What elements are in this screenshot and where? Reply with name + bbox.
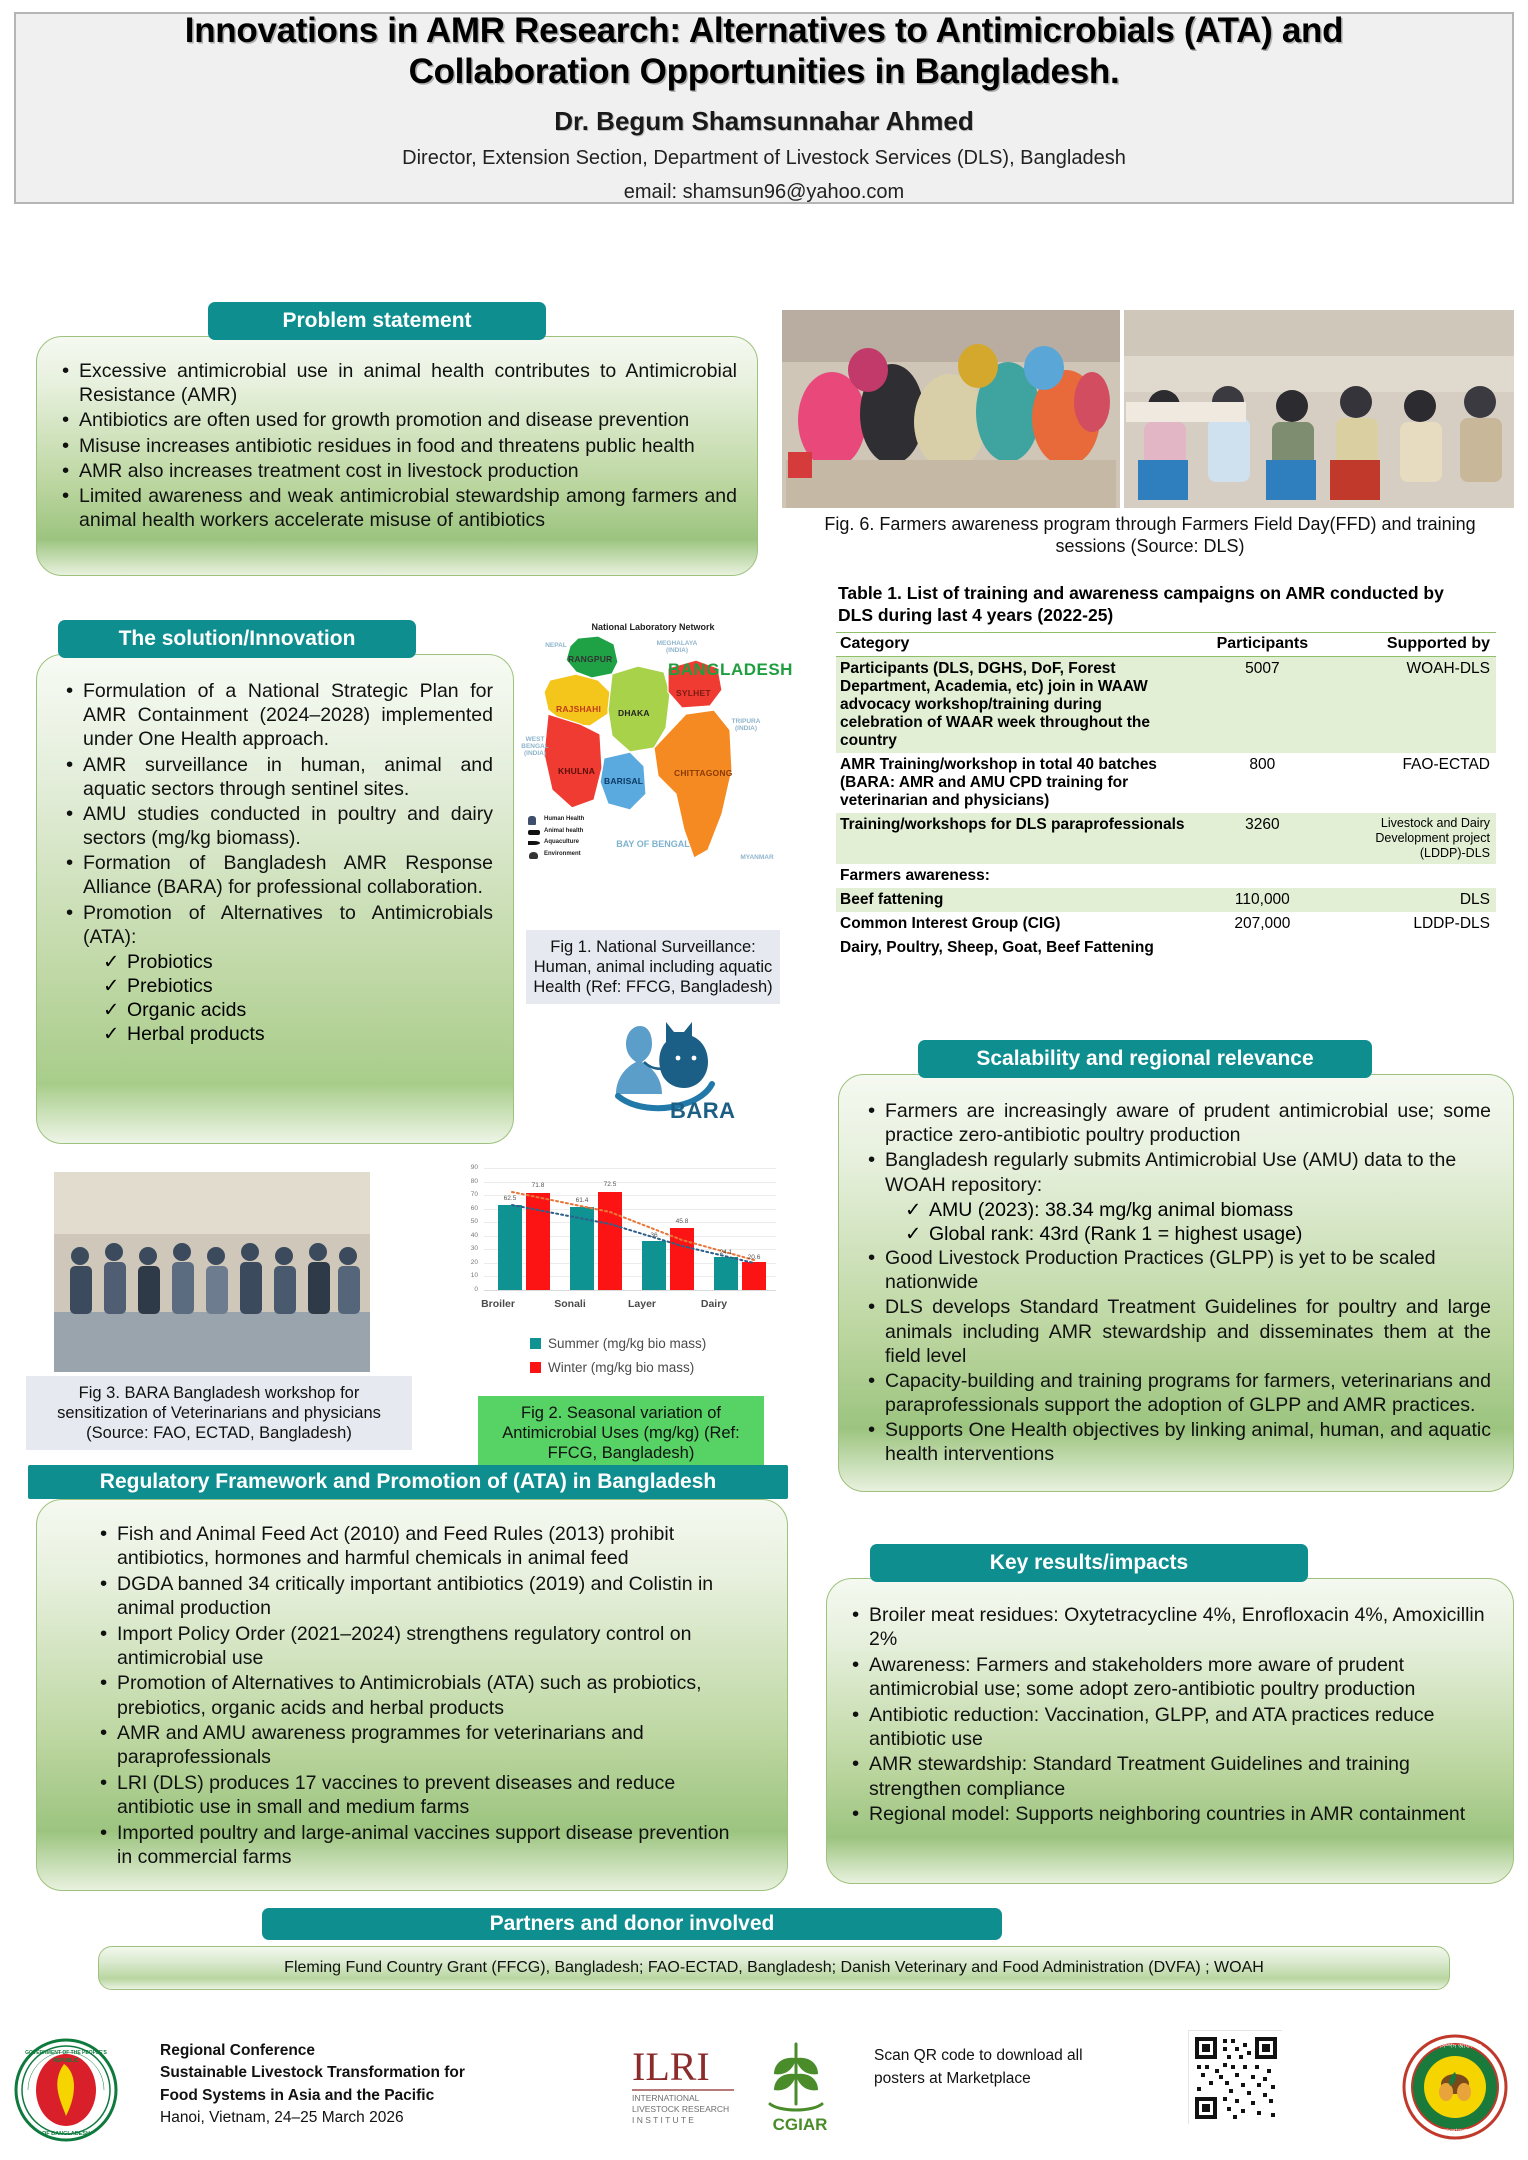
qr-code[interactable] <box>1188 2030 1282 2124</box>
regulatory-card <box>36 1499 788 1891</box>
list-item: • Import Policy Order (2021–2024) strengthens regulatory control on antimicrobial use <box>95 1622 747 1671</box>
list-item: • Regional model: Supports neighboring countries in AMR containment <box>847 1802 1491 1826</box>
map-division-chittagong: CHITTAGONG <box>674 768 733 778</box>
section-header-partners <box>262 1908 1002 1940</box>
list-item: • Antibiotics are often used for growth promotion and disease prevention <box>57 408 737 432</box>
y-axis-tick: 0 <box>474 1286 478 1293</box>
fig2-caption: Fig 2. Seasonal variation of Antimicrobial Uses (mg/kg) (Ref: FFCG, Bangladesh) <box>478 1396 764 1470</box>
fig2-chart <box>458 1162 784 1330</box>
svg-text:প্রাণিসম্পদ অধিদপ্তর: প্রাণিসম্পদ অধিদপ্তর <box>1428 2043 1482 2050</box>
x-axis-label-layer: Layer <box>627 1298 657 1310</box>
problem-statement-card <box>36 336 758 576</box>
y-axis-tick: 30 <box>470 1245 478 1253</box>
section-header-problem-statement <box>208 302 546 340</box>
author-email: email: shamsun96@yahoo.com <box>623 180 905 203</box>
legend-item-environment: Environment <box>528 851 584 859</box>
list-item: ✓ Herbal products <box>101 1022 493 1046</box>
cell-category: Training/workshops for DLS paraprofessionals <box>836 813 1193 864</box>
bar-label-sonali-summer: 61.4 <box>575 1197 589 1204</box>
problem-heading-label: Problem statement <box>282 308 472 332</box>
cell-support: WOAH-DLS <box>1334 657 1496 754</box>
list-item: • AMR stewardship: Standard Treatment Guidelines and training strengthen compliance <box>847 1752 1491 1801</box>
map-title-label: National Laboratory Network <box>591 622 715 632</box>
cell-support: DLS <box>1334 888 1496 912</box>
cell-support: FAO-ECTAD <box>1402 756 1490 773</box>
legend-swatch-winter <box>530 1362 541 1373</box>
table-row <box>836 657 1496 754</box>
y-axis-tick: 10 <box>470 1272 478 1280</box>
list-item: • Promotion of Alternatives to Antimicrobials (ATA): <box>61 901 493 949</box>
list-item: • Fish and Animal Feed Act (2010) and Feed Rules (2013) prohibit antibiotics, hormones and harmful chemicals in animal feed <box>95 1522 747 1571</box>
table-row <box>836 813 1496 864</box>
section-header-regulatory <box>28 1465 788 1499</box>
legend-item-human-health: Human Health <box>528 816 584 824</box>
list-item: • Limited awareness and weak antimicrobial stewardship among farmers and animal health workers accelerate misuse of antibiotics <box>57 484 737 532</box>
fig1-bangladesh-map <box>518 618 793 918</box>
cell-support <box>1334 936 1496 960</box>
fig6-right-svg <box>1124 310 1514 508</box>
bar-label-dairy-summer: 24.1 <box>719 1249 733 1256</box>
partners-bar <box>98 1946 1450 1990</box>
list-item: ✓ AMU (2023): 38.34 mg/kg animal biomass <box>903 1198 1491 1222</box>
list-item: • Formation of Bangladesh AMR Response Alliance (BARA) for professional collaboration. <box>61 851 493 899</box>
scalability-check-list <box>903 1198 1491 1246</box>
legend-item-animal-health: Animal health <box>528 828 584 836</box>
legend-label-winter: Winter (mg/kg bio mass) <box>548 1360 695 1375</box>
map-division-dhaka: DHAKA <box>618 708 650 718</box>
plant-icon <box>529 852 538 859</box>
qr-instruction-text <box>874 2044 1134 2091</box>
conference-line3: Food Systems in Asia and the Pacific <box>160 2086 435 2104</box>
list-item: • LRI (DLS) produces 17 vaccines to prevent diseases and reduce antibiotic use in small and medium farms <box>95 1771 747 1820</box>
regulatory-bullet-list <box>95 1522 747 1869</box>
ilri-logo-svg <box>628 2038 748 2134</box>
svg-text:CGIAR: CGIAR <box>772 2115 828 2134</box>
column-header-participants: Participants <box>1193 633 1334 657</box>
conference-line2: Sustainable Livestock Transformation for <box>160 2064 465 2082</box>
chart-legend-winter <box>530 1360 694 1375</box>
list-item: • Supports One Health objectives by linking animal, human, and aquatic health interventions <box>863 1418 1491 1466</box>
list-item: • Bangladesh regularly submits Antimicrobial Use (AMU) data to the WOAH repository: <box>863 1148 1491 1196</box>
dls-seal-svg <box>1402 2034 1508 2140</box>
map-division-khulna: KHULNA <box>558 766 596 776</box>
govt-seal-svg <box>14 2038 118 2142</box>
scalability-bullet-list-2 <box>863 1246 1491 1467</box>
table-header-row <box>836 633 1496 657</box>
bar-label-broiler-winter: 71.8 <box>531 1182 545 1189</box>
cell-category: AMR Training/workshop in total 40 batches (BARA: AMR and AMU CPD training for veterinarian and physicians) <box>840 756 1157 809</box>
regulatory-heading-label: Regulatory Framework and Promotion of (ATA) in Bangladesh <box>99 1469 717 1493</box>
partners-heading-label: Partners and donor involved <box>489 1911 775 1935</box>
author-name: Dr. Begum Shamsunnahar Ahmed <box>554 105 974 136</box>
solution-bullet-list <box>61 679 493 949</box>
table-row <box>836 888 1496 912</box>
cell-participants <box>1193 864 1334 888</box>
list-item: • Awareness: Farmers and stakeholders more aware of prudent antimicrobial use; some adopt zero-antibiotic poultry production <box>847 1653 1491 1702</box>
map-division-rangpur: RANGPUR <box>568 654 613 664</box>
table-row <box>836 936 1496 960</box>
human-icon <box>528 816 536 825</box>
cell-category: Dairy, Poultry, Sheep, Goat, Beef Fattening <box>840 939 1154 956</box>
map-neighbor-myanmar: MYANMAR <box>740 854 774 861</box>
list-item: • Antibiotic reduction: Vaccination, GLPP, and ATA practices reduce antibiotic use <box>847 1703 1491 1752</box>
scalability-heading-label: Scalability and regional relevance <box>976 1046 1314 1070</box>
fish-icon <box>528 841 540 845</box>
bar-label-layer-winter: 45.8 <box>675 1218 689 1225</box>
list-item: • Capacity-building and training programs for farmers, veterinarians and paraprofessionals support the adoption of GLPP and AMR practices. <box>863 1369 1491 1417</box>
list-item: • AMR also increases treatment cost in livestock production <box>57 459 737 483</box>
cell-support: LDDP-DLS <box>1413 915 1490 932</box>
list-item: • Imported poultry and large-animal vaccines support disease prevention in commercial farms <box>95 1821 747 1870</box>
poster-title-banner <box>14 12 1514 204</box>
list-item: ✓ Probiotics <box>101 950 493 974</box>
y-axis-tick: 90 <box>470 1164 478 1171</box>
x-axis-label-broiler: Broiler <box>481 1298 515 1310</box>
map-division-rajshahi: RAJSHAHI <box>556 704 602 714</box>
conference-line4: Hanoi, Vietnam, 24–25 March 2026 <box>160 2109 404 2127</box>
y-axis-tick: 20 <box>470 1258 478 1266</box>
list-item: • DGDA banned 34 critically important antibiotics (2019) and Colistin in animal production <box>95 1572 747 1621</box>
svg-text:REPUBLIC: REPUBLIC <box>53 2058 79 2064</box>
svg-text:GOVERNMENT OF THE PEOPLE'S: GOVERNMENT OF THE PEOPLE'S <box>25 2050 107 2056</box>
key-results-card <box>826 1578 1514 1884</box>
conference-line1: Regional Conference <box>160 2042 316 2059</box>
svg-text:OF BANGLADESH: OF BANGLADESH <box>42 2131 90 2137</box>
y-axis-tick: 60 <box>470 1204 478 1212</box>
legend-item-aquaculture: Aquaculture <box>528 839 584 847</box>
legend-swatch-summer <box>530 1338 541 1349</box>
table-row <box>836 912 1496 936</box>
key-results-heading-label: Key results/impacts <box>989 1550 1189 1574</box>
conference-info <box>160 2040 610 2130</box>
cell-category: Participants (DLS, DGHS, DoF, Forest Department, Academia, etc) join in WAAW advocacy workshop/training during celebration of WAAR week throughout the country <box>836 657 1193 754</box>
cgiar-logo-svg <box>746 2038 854 2134</box>
qr-line2: posters at Marketplace <box>874 2070 1031 2088</box>
map-legend <box>528 816 584 862</box>
svg-text:ILRI: ILRI <box>632 2044 710 2089</box>
list-item: • Promotion of Alternatives to Antimicrobials (ATA) such as probiotics, prebiotics, organic acids and herbal products <box>95 1671 747 1720</box>
section-header-key-results <box>870 1544 1308 1582</box>
map-country-label: BANGLADESH <box>668 660 793 679</box>
fig6-photo-left <box>782 310 1120 508</box>
svg-text:I N S T I T U T E: I N S T I T U T E <box>632 2115 694 2125</box>
list-item: • Good Livestock Production Practices (GLPP) is yet to be scaled nationwide <box>863 1246 1491 1294</box>
qr-code-svg[interactable] <box>1189 2031 1283 2125</box>
cell-participants: 110,000 <box>1193 888 1334 912</box>
problem-bullet-list <box>57 359 737 532</box>
list-item: ✓ Global rank: 43rd (Rank 1 = highest usage) <box>903 1222 1491 1246</box>
list-item: • Excessive antimicrobial use in animal health contributes to Antimicrobial Resistance (AMR) <box>57 359 737 407</box>
bara-logo-label: BARA <box>670 1098 736 1123</box>
cell-support <box>1334 864 1496 888</box>
solution-heading-label: The solution/Innovation <box>118 626 356 650</box>
bar-label-dairy-winter: 20.6 <box>747 1254 761 1261</box>
map-division-barisal: BARISAL <box>604 776 644 786</box>
solution-card <box>36 654 514 1144</box>
legend-label-summer: Summer (mg/kg bio mass) <box>548 1336 707 1351</box>
fig6-photo-right <box>1124 310 1514 508</box>
chart-plot-area <box>484 1168 776 1290</box>
list-item: • DLS develops Standard Treatment Guidelines for poultry and large animals including AMR stewardship and disseminates them at the field level <box>863 1295 1491 1368</box>
y-axis-tick: 50 <box>470 1218 478 1226</box>
fig6-caption: Fig. 6. Farmers awareness program through Farmers Field Day(FFD) and training sessions (Source: DLS) <box>824 514 1476 556</box>
bar-label-broiler-summer: 62.5 <box>503 1195 517 1202</box>
cgiar-logo <box>746 2038 854 2134</box>
list-item: • Broiler meat residues: Oxytetracycline 4%, Enrofloxacin 4%, Amoxicillin 2% <box>847 1603 1491 1652</box>
svg-text:বাংলাদেশ: বাংলাদেশ <box>1442 2128 1468 2135</box>
key-results-bullet-list <box>847 1603 1491 1826</box>
section-header-solution <box>58 620 416 658</box>
cell-participants <box>1193 936 1334 960</box>
scalability-card <box>838 1074 1514 1492</box>
chart-legend-summer <box>530 1336 706 1351</box>
list-item: • Formulation of a National Strategic Plan for AMR Containment (2024–2028) implemented under One Health approach. <box>61 679 493 752</box>
dls-department-seal <box>1402 2034 1508 2140</box>
ilri-logo <box>628 2038 748 2134</box>
solution-ata-check-list <box>101 950 493 1047</box>
cell-participants: 3260 <box>1193 813 1334 864</box>
bangladesh-govt-seal <box>14 2038 118 2142</box>
fig6-left-svg <box>782 310 1120 508</box>
author-affiliation: Director, Extension Section, Department of Livestock Services (DLS), Bangladesh <box>402 146 1126 169</box>
cow-icon <box>528 830 540 835</box>
list-item: ✓ Organic acids <box>101 998 493 1022</box>
cell-category: Farmers awareness: <box>840 867 990 884</box>
table-row <box>836 753 1496 813</box>
section-header-scalability <box>918 1040 1372 1078</box>
svg-text:LIVESTOCK RESEARCH: LIVESTOCK RESEARCH <box>632 2104 730 2114</box>
scalability-bullet-list-1 <box>863 1099 1491 1197</box>
map-neighbor-meghalaya: MEGHALAYA (INDIA) <box>656 640 698 655</box>
cell-participants: 5007 <box>1193 657 1334 754</box>
table-row <box>836 864 1496 888</box>
list-item: • AMR and AMU awareness programmes for veterinarians and paraprofessionals <box>95 1721 747 1770</box>
bar-label-sonali-winter: 72.5 <box>603 1181 617 1188</box>
table1-title: Table 1. List of training and awareness campaigns on AMR conducted by DLS during last 4 years (2022-25) <box>838 583 1444 626</box>
fig3-caption: Fig 3. BARA Bangladesh workshop for sensitization of Veterinarians and physicians (Source: FAO, ECTAD, Bangladesh) <box>26 1376 412 1450</box>
y-axis-tick: 80 <box>470 1177 478 1185</box>
column-header-category: Category <box>836 633 1193 657</box>
map-division-sylhet: SYLHET <box>676 688 711 698</box>
cell-category: Beef fattening <box>836 888 1193 912</box>
page-title: Innovations in AMR Research: Alternatives to Antimicrobials (ATA) and Collaboration Opportunities in Bangladesh. <box>184 11 1344 91</box>
column-header-supported-by: Supported by <box>1334 633 1496 657</box>
cell-support: Livestock and Dairy Development project (LDDP)-DLS <box>1334 813 1496 864</box>
map-neighbor-tripura: TRIPURA (INDIA) <box>731 718 761 733</box>
qr-line1: Scan QR code to download all <box>874 2047 1083 2064</box>
list-item: • AMU studies conducted in poultry and dairy sectors (mg/kg biomass). <box>61 802 493 850</box>
fig3-photo-svg <box>54 1172 370 1372</box>
bar-label-layer-summer: 36 <box>650 1232 658 1239</box>
cell-category: Common Interest Group (CIG) <box>840 915 1061 932</box>
cell-participants: 800 <box>1249 756 1276 773</box>
list-item: • Misuse increases antibiotic residues in food and threatens public health <box>57 434 737 458</box>
svg-text:INTERNATIONAL: INTERNATIONAL <box>632 2093 700 2103</box>
map-neighbor-nepal: NEPAL <box>545 642 567 649</box>
y-axis-tick: 70 <box>470 1191 478 1198</box>
y-axis-tick: 40 <box>470 1231 478 1239</box>
map-neighbor-westbengal: WEST BENGAL (INDIA) <box>521 736 549 758</box>
table1 <box>836 632 1496 960</box>
list-item: • AMR surveillance in human, animal and aquatic sectors through sentinel sites. <box>61 753 493 801</box>
bara-logo <box>588 1018 738 1124</box>
x-axis-label-sonali: Sonali <box>554 1298 586 1310</box>
map-bay-of-bengal: BAY OF BENGAL <box>616 839 690 849</box>
list-item: ✓ Prebiotics <box>101 974 493 998</box>
cell-participants: 207,000 <box>1234 915 1291 932</box>
partners-text: Fleming Fund Country Grant (FFCG), Bangladesh; FAO-ECTAD, Bangladesh; Danish Veterinary and Food Administration (DVFA) ; WOAH <box>284 1959 1264 1976</box>
fig1-caption: Fig 1. National Surveillance: Human, animal including aquatic Health (Ref: FFCG, Bangladesh) <box>526 930 780 1004</box>
x-axis-label-dairy: Dairy <box>700 1298 728 1310</box>
list-item: • Farmers are increasingly aware of prudent antimicrobial use; some practice zero-antibiotic poultry production <box>863 1099 1491 1147</box>
fig3-photo <box>54 1172 370 1372</box>
